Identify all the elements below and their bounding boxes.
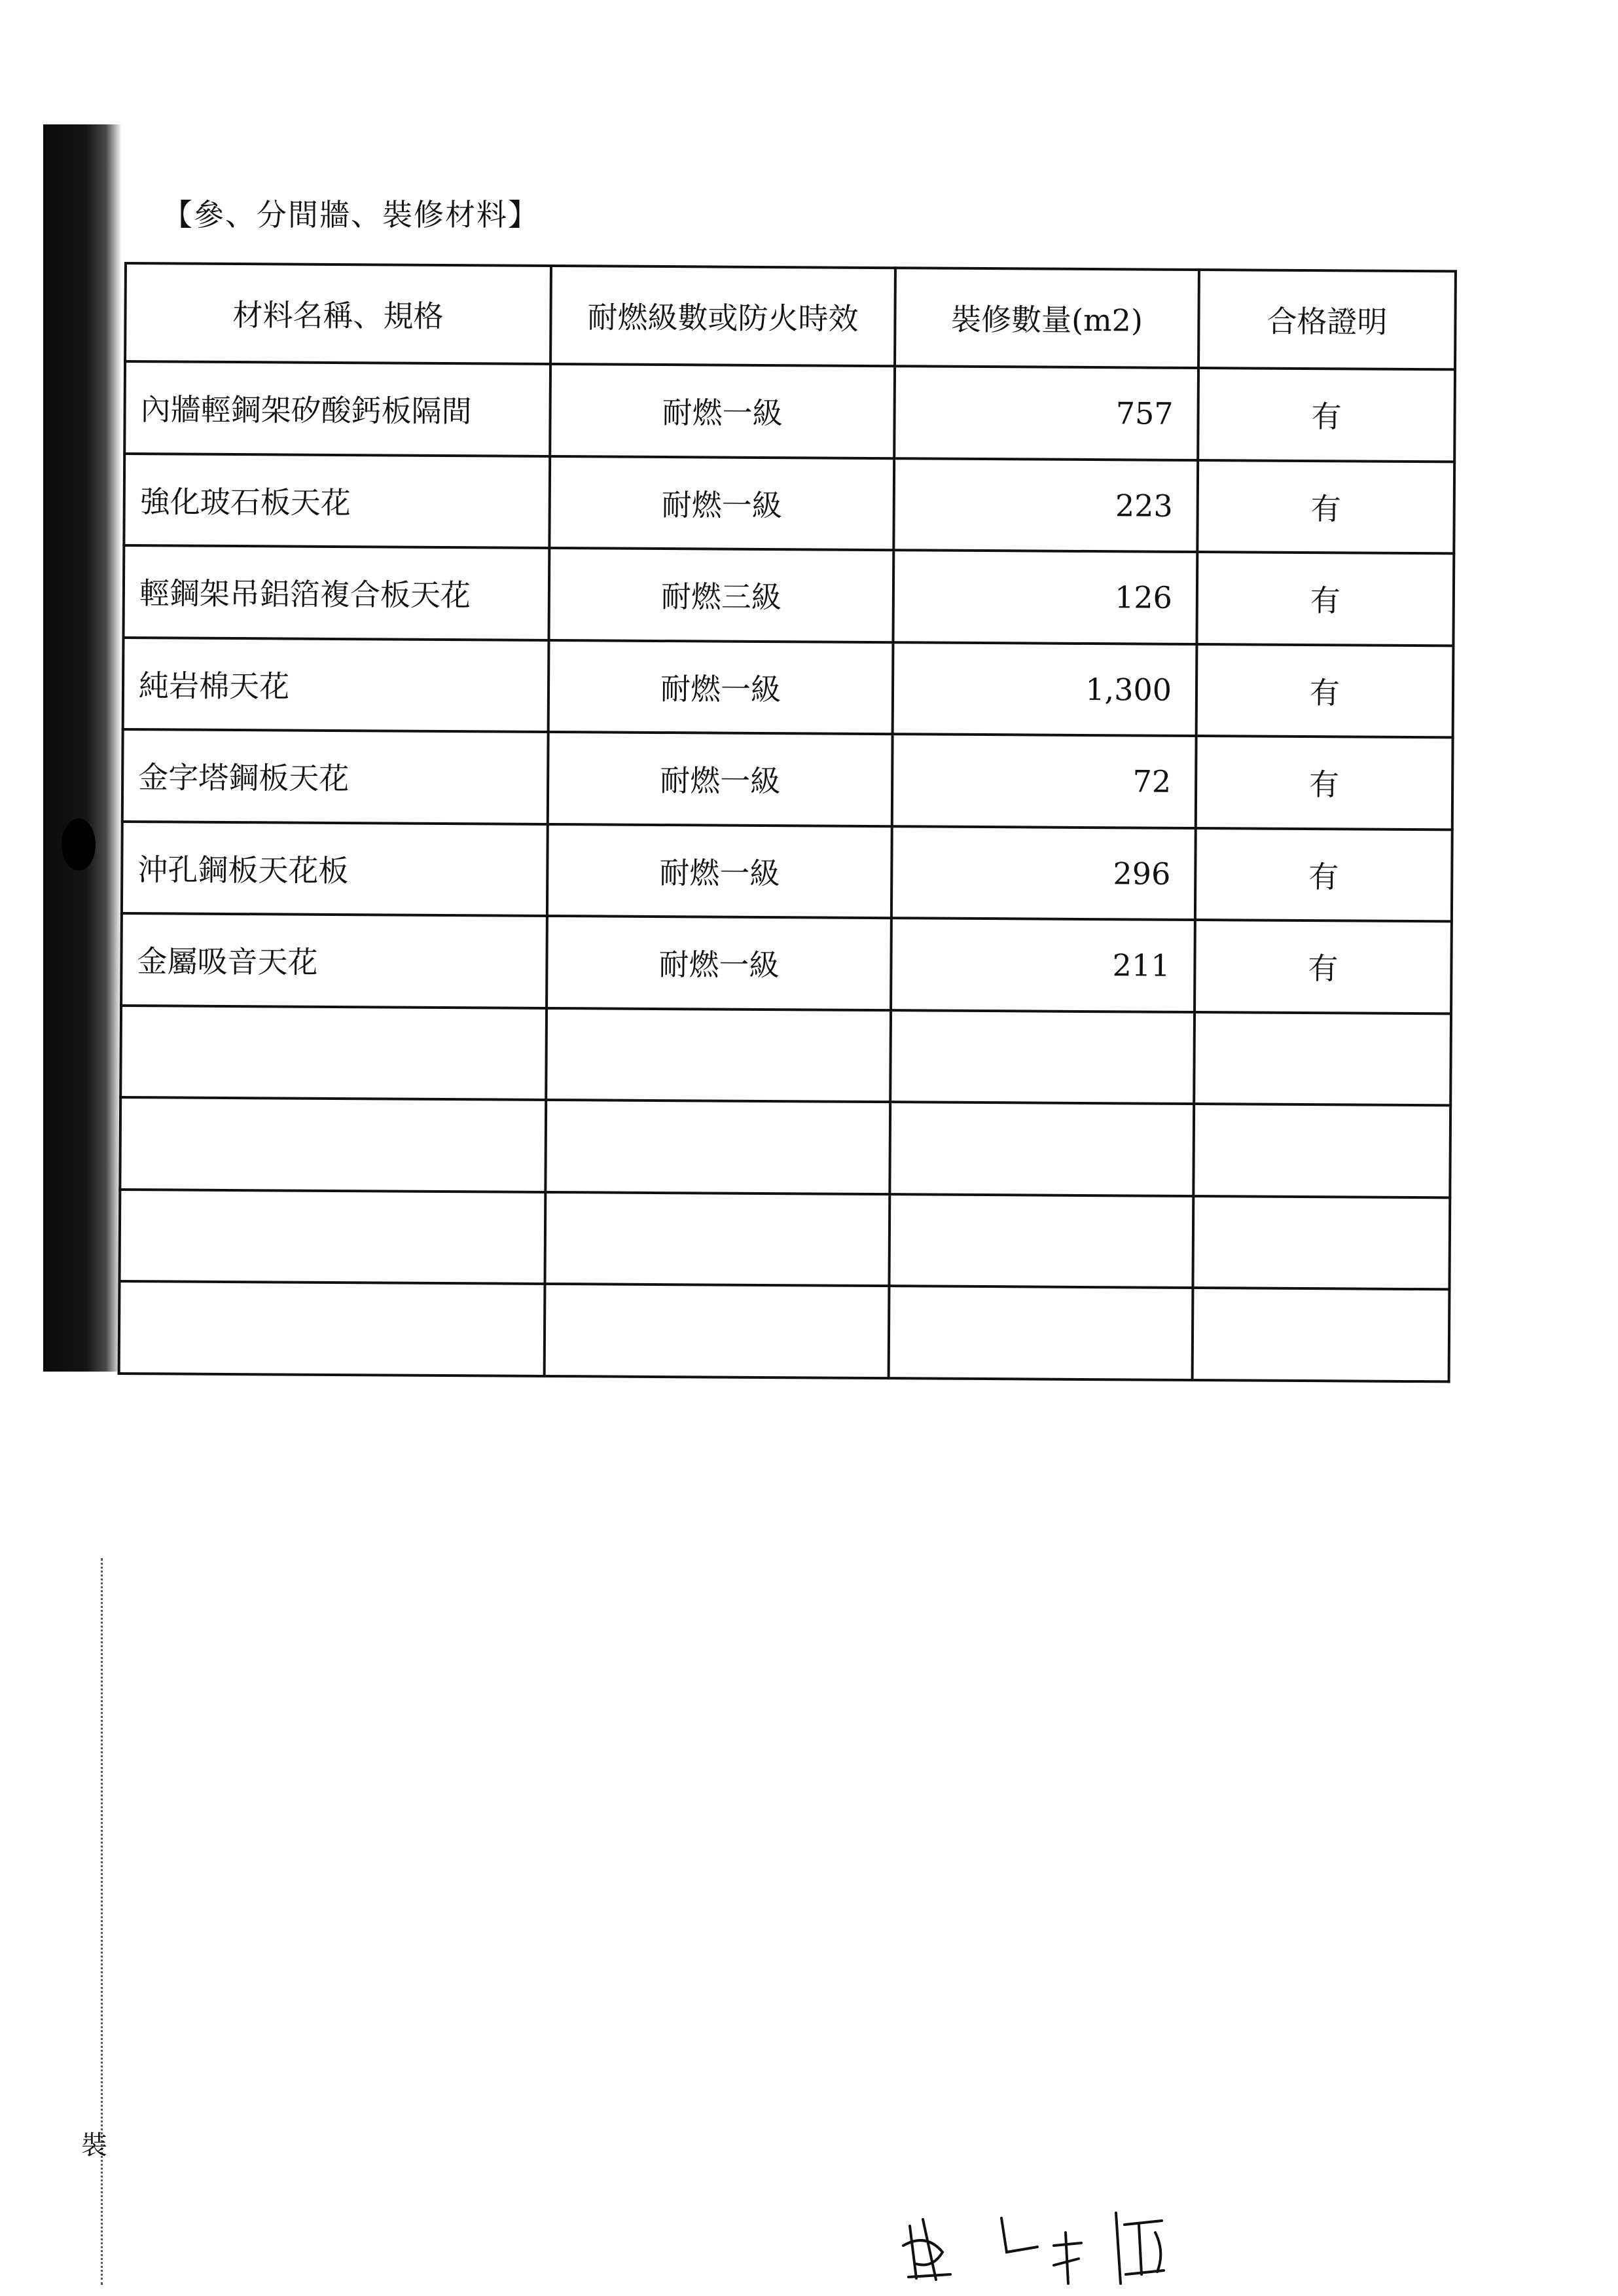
cell-quantity: 126: [893, 550, 1197, 644]
table-row: [124, 454, 1454, 554]
cell-certificate: 有: [1196, 644, 1454, 738]
table-row: [123, 638, 1454, 738]
table-row-empty: [119, 1190, 1450, 1290]
cell-material-name: 沖孔鋼板天花板: [122, 822, 548, 916]
cell-material-name: 金字塔鋼板天花: [122, 729, 548, 824]
binding-side-label: 裝: [81, 2130, 107, 2160]
cell-fire-rating: [545, 1192, 890, 1286]
cell-material-name: [120, 1097, 546, 1192]
cell-fire-rating: 耐燃一級: [547, 824, 892, 919]
cell-material-name: [120, 1006, 547, 1100]
section-heading: 【參、分間牆、裝修材料】: [162, 197, 539, 232]
cell-certificate: 有: [1196, 552, 1454, 646]
cell-certificate: 有: [1197, 460, 1454, 554]
cell-certificate: 有: [1195, 920, 1452, 1013]
header-certificate: 合格證明: [1198, 270, 1456, 369]
cell-certificate: [1194, 1012, 1451, 1106]
cell-quantity: 72: [892, 734, 1196, 828]
signature-stamp-icon: [897, 2206, 1172, 2285]
cell-certificate: [1193, 1104, 1450, 1197]
cell-quantity: 757: [894, 366, 1198, 460]
cell-fire-rating: 耐燃一級: [548, 732, 893, 826]
table-row: [124, 361, 1455, 462]
cell-material-name: 輕鋼架吊鋁箔複合板天花: [123, 545, 549, 640]
cell-quantity: 1,300: [893, 642, 1197, 736]
header-fire-rating: 耐燃級數或防火時效: [550, 266, 895, 366]
table-row-empty: [120, 1006, 1451, 1106]
cell-fire-rating: [545, 1100, 890, 1194]
cell-fire-rating: [546, 1008, 891, 1102]
table-row-empty: [119, 1281, 1450, 1381]
cell-certificate: 有: [1198, 368, 1455, 462]
cell-certificate: [1193, 1196, 1450, 1290]
cell-material-name: [119, 1281, 545, 1376]
cell-quantity: [890, 1010, 1195, 1104]
cell-fire-rating: 耐燃一級: [547, 916, 891, 1010]
cell-material-name: [119, 1190, 545, 1284]
cell-fire-rating: 耐燃一級: [548, 640, 893, 735]
cell-material-name: 內牆輕鋼架矽酸鈣板隔間: [124, 361, 550, 456]
table-row: [122, 822, 1452, 922]
materials-table: [118, 262, 1457, 1383]
header-quantity: 裝修數量(m2): [895, 268, 1199, 368]
cell-material-name: 金屬吸音天花: [121, 913, 547, 1008]
cell-quantity: [889, 1286, 1193, 1380]
table-row: [123, 545, 1454, 646]
cell-material-name: 強化玻石板天花: [124, 454, 550, 548]
cell-quantity: 223: [893, 458, 1198, 552]
cell-certificate: 有: [1196, 736, 1453, 829]
binding-hole-icon: [62, 818, 96, 871]
header-material-name: 材料名稱、規格: [125, 263, 551, 364]
cell-material-name: 純岩棉天花: [123, 638, 549, 732]
table-header-row: [125, 263, 1456, 369]
cell-quantity: 211: [891, 918, 1195, 1011]
binding-dotted-line: [101, 1558, 103, 2285]
cell-quantity: [889, 1194, 1193, 1288]
cell-fire-rating: [545, 1284, 890, 1378]
cell-quantity: [890, 1102, 1194, 1195]
table-row: [122, 729, 1453, 829]
scan-binding-edge: [43, 124, 122, 1372]
cell-fire-rating: 耐燃一級: [549, 456, 894, 551]
cell-certificate: 有: [1195, 828, 1452, 922]
cell-fire-rating: 耐燃一級: [550, 364, 895, 458]
cell-fire-rating: 耐燃三級: [548, 548, 893, 642]
table-row: [121, 913, 1452, 1013]
table-row-empty: [120, 1097, 1450, 1197]
cell-quantity: 296: [891, 826, 1196, 920]
cell-certificate: [1193, 1288, 1450, 1381]
